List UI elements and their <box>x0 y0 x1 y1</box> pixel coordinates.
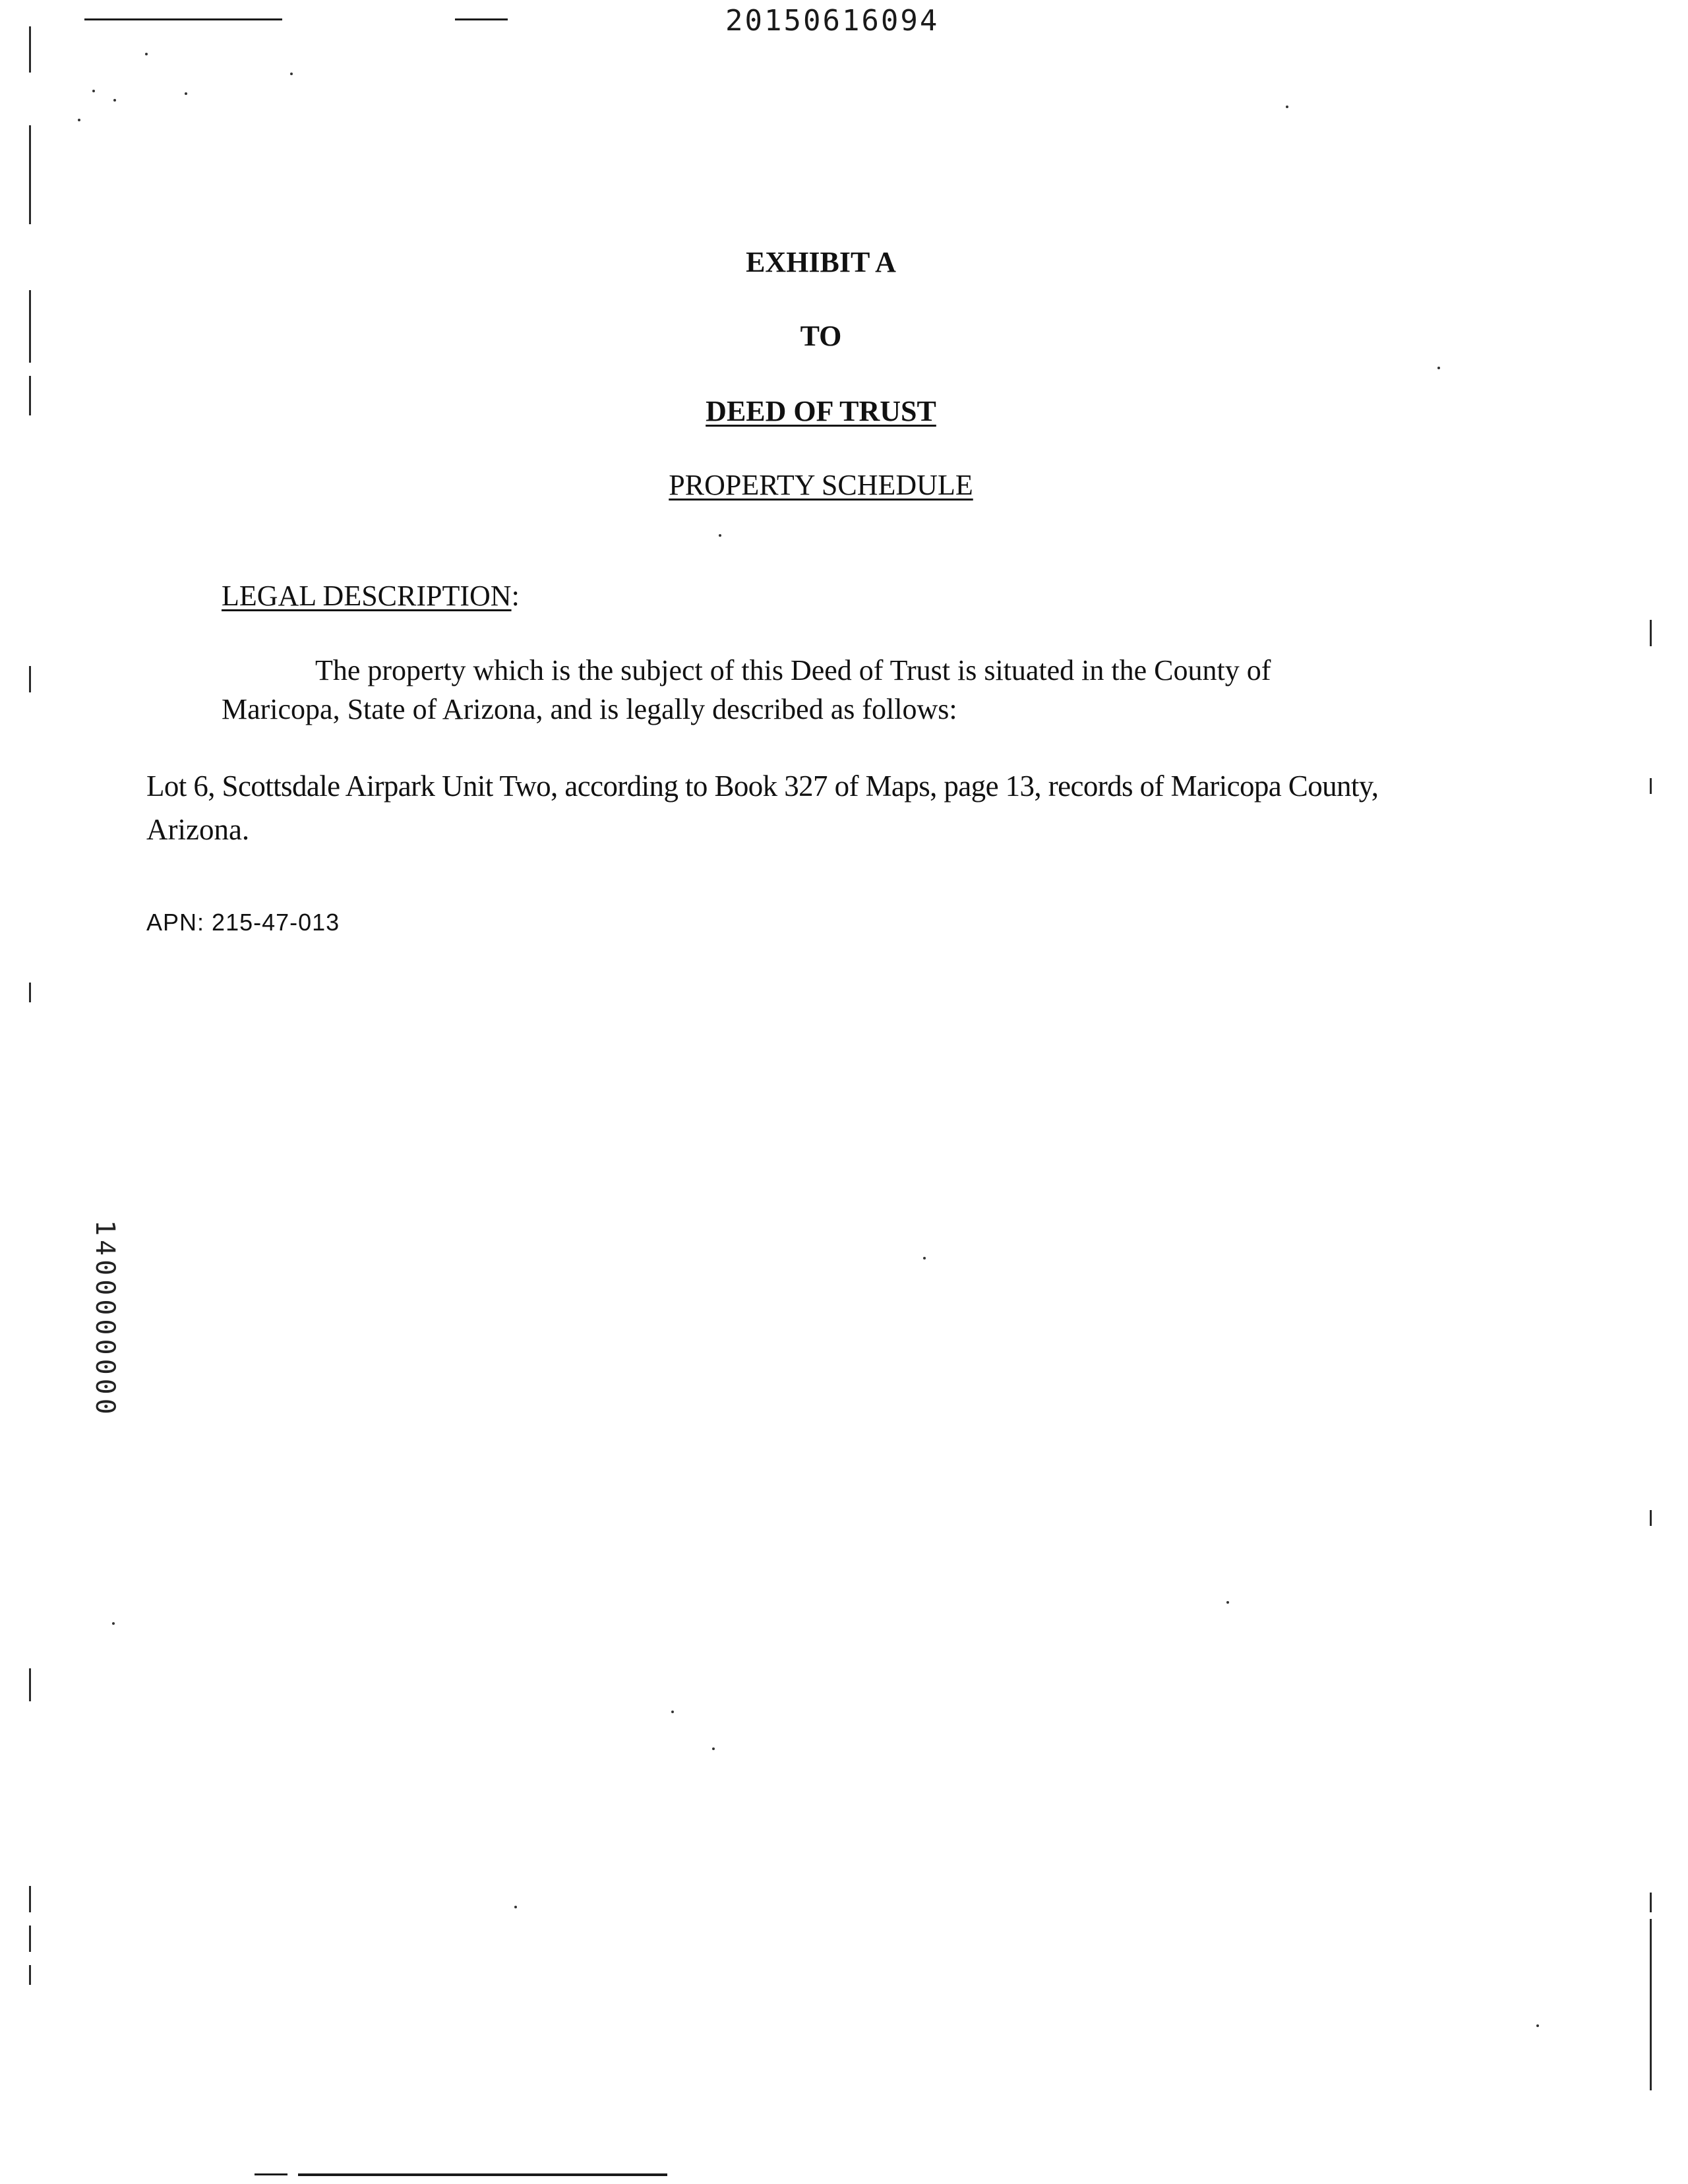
scan-artifact-line <box>29 1965 31 1985</box>
scan-speck <box>185 92 187 95</box>
scan-artifact-line <box>29 26 31 73</box>
scan-artifact-line <box>1650 1919 1652 2090</box>
intro-line-1: The property which is the subject of this Deed of Trust is situated in the County of <box>315 654 1271 686</box>
apn-value: 215-47-013 <box>212 909 340 936</box>
scan-speck <box>113 99 116 102</box>
legal-description-line-1: Lot 6, Scottsdale Airpark Unit Two, according to Book 327 of Maps, page 13, records of Maricopa County, <box>146 770 1379 803</box>
apn-line <box>146 909 340 936</box>
scan-artifact-line <box>29 983 31 1002</box>
scan-artifact-line <box>255 2173 287 2175</box>
scan-speck <box>923 1257 926 1259</box>
scan-speck <box>712 1747 715 1750</box>
scan-artifact-line <box>29 1886 31 1912</box>
scan-artifact-line <box>29 666 31 692</box>
scan-speck <box>671 1711 674 1713</box>
side-stamp-text: 1400000000 <box>90 1220 120 1418</box>
scan-artifact-line <box>29 1668 31 1701</box>
scan-artifact-line <box>1650 1510 1652 1526</box>
property-schedule-heading <box>0 468 1642 502</box>
scan-speck <box>290 73 293 75</box>
to-heading: TO <box>800 320 842 352</box>
exhibit-heading: EXHIBIT A <box>746 246 896 278</box>
scan-speck <box>514 1906 517 1908</box>
scan-artifact-line <box>455 18 508 20</box>
scan-speck <box>719 534 721 537</box>
legal-description-label: LEGAL DESCRIPTION <box>222 580 512 612</box>
scan-artifact-line <box>29 376 31 415</box>
scan-speck <box>1286 106 1288 108</box>
scan-speck <box>1437 367 1440 369</box>
scan-artifact-line <box>298 2173 667 2176</box>
scan-speck <box>92 90 95 92</box>
legal-description-colon: : <box>511 580 520 612</box>
scan-artifact-line <box>29 125 31 224</box>
legal-description-line-2: Arizona. <box>146 813 250 846</box>
scan-speck <box>145 53 148 55</box>
intro-line-2: Maricopa, State of Arizona, and is legally described as follows: <box>222 693 957 725</box>
side-stamp <box>92 1220 125 1510</box>
legal-description-heading <box>222 575 520 617</box>
scan-artifact-line <box>1650 778 1652 794</box>
deed-of-trust-heading: DEED OF TRUST <box>706 395 936 427</box>
scan-speck <box>78 119 80 121</box>
scan-artifact-line <box>84 18 282 20</box>
apn-label: APN: <box>146 909 205 936</box>
scan-speck <box>1226 1601 1229 1604</box>
property-schedule-label: PROPERTY SCHEDULE <box>669 469 973 501</box>
scan-artifact-line <box>1650 1893 1652 1912</box>
scan-artifact-line <box>1650 620 1652 646</box>
scan-artifact-line <box>29 290 31 363</box>
scan-speck <box>1536 2024 1539 2027</box>
scan-artifact-line <box>29 1926 31 1952</box>
recording-number: 20150616094 <box>725 4 940 38</box>
scan-speck <box>112 1622 115 1625</box>
